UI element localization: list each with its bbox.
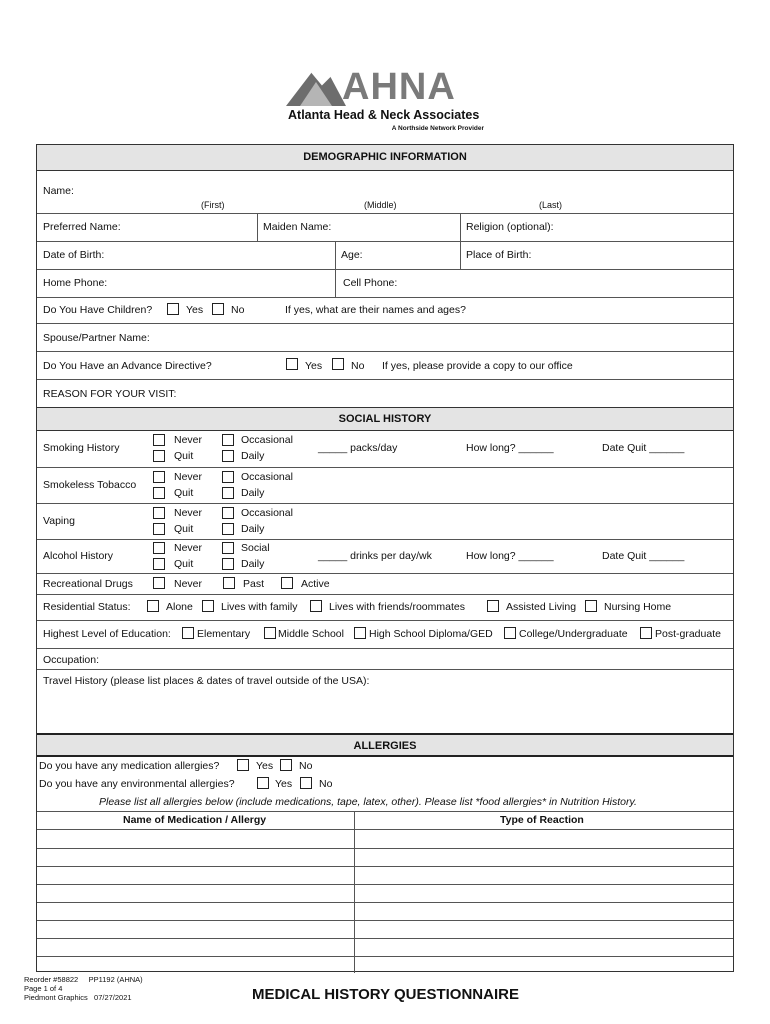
smokeless-occasional-label: Occasional	[241, 471, 293, 483]
vaping-quit-label: Quit	[174, 523, 194, 535]
medication-allergy-question: Do you have any medication allergies?	[39, 760, 220, 772]
education-elementary-checkbox[interactable]	[182, 627, 194, 639]
smokeless-quit-checkbox[interactable]	[153, 487, 165, 499]
column-divider	[354, 811, 355, 973]
divider	[335, 269, 336, 297]
med-allergy-no-checkbox[interactable]	[280, 759, 292, 771]
education-middle-checkbox[interactable]	[264, 627, 276, 639]
last-name-caption: (Last)	[539, 200, 563, 210]
travel-history-field[interactable]: Travel History (please list places & dates of travel outside of the USA):	[43, 675, 370, 687]
cell-phone-field[interactable]: Cell Phone:	[343, 277, 398, 289]
advance-directive-yes-label: Yes	[305, 360, 323, 372]
middle-name-caption: (Middle)	[364, 200, 397, 210]
footer-info	[24, 975, 143, 1002]
smoking-how-long-field[interactable]: How long? ______	[466, 442, 554, 454]
smoking-quit-label: Quit	[174, 450, 194, 462]
table-row[interactable]	[37, 920, 733, 921]
vaping-occasional-checkbox[interactable]	[222, 507, 234, 519]
drugs-past-checkbox[interactable]	[223, 577, 235, 589]
drugs-past-label: Past	[243, 578, 265, 590]
allergy-name-column-header: Name of Medication / Allergy	[123, 814, 267, 826]
drugs-active-label: Active	[301, 578, 330, 590]
divider	[37, 351, 733, 352]
allergies-header: ALLERGIES	[37, 733, 733, 757]
drinks-per-day-field[interactable]: _____ drinks per day/wk	[318, 550, 432, 562]
smokeless-tobacco-label: Smokeless Tobacco	[43, 479, 137, 491]
footer-printer: Piedmont Graphics 07/27/2021	[24, 993, 132, 1002]
vaping-occasional-label: Occasional	[241, 507, 293, 519]
alcohol-daily-checkbox[interactable]	[222, 558, 234, 570]
residential-family-checkbox[interactable]	[202, 600, 214, 612]
vaping-never-checkbox[interactable]	[153, 507, 165, 519]
footer-page: Page 1 of 4	[24, 984, 63, 993]
footer-reorder: Reorder #58822 PP1192 (AHNA)	[24, 975, 143, 984]
table-row[interactable]	[37, 938, 733, 939]
vaping-never-label: Never	[174, 507, 203, 519]
preferred-name-field[interactable]: Preferred Name:	[43, 221, 121, 233]
spouse-field[interactable]: Spouse/Partner Name:	[43, 332, 150, 344]
divider	[37, 297, 733, 298]
table-row[interactable]	[37, 956, 733, 957]
smoking-history-label: Smoking History	[43, 442, 120, 454]
advance-directive-yes-checkbox[interactable]	[286, 358, 298, 370]
religion-field[interactable]: Religion (optional):	[466, 221, 554, 233]
residential-alone-checkbox[interactable]	[147, 600, 159, 612]
vaping-label: Vaping	[43, 515, 75, 527]
place-of-birth-field[interactable]: Place of Birth:	[466, 249, 532, 261]
social-history-header: SOCIAL HISTORY	[37, 407, 733, 431]
vaping-quit-checkbox[interactable]	[153, 523, 165, 535]
recreational-drugs-label: Recreational Drugs	[43, 578, 133, 590]
alcohol-how-long-field[interactable]: How long? ______	[466, 550, 554, 562]
smokeless-never-checkbox[interactable]	[153, 471, 165, 483]
smoking-daily-label: Daily	[241, 450, 265, 462]
document-title: MEDICAL HISTORY QUESTIONNAIRE	[252, 986, 519, 1003]
residential-option: Lives with family	[221, 601, 298, 613]
children-followup: If yes, what are their names and ages?	[285, 304, 466, 316]
alcohol-date-quit-field[interactable]: Date Quit ______	[602, 550, 685, 562]
environmental-allergy-question: Do you have any environmental allergies?	[39, 778, 235, 790]
divider	[37, 213, 733, 214]
demographic-header: DEMOGRAPHIC INFORMATION	[37, 145, 733, 171]
divider	[37, 503, 733, 504]
smoking-never-checkbox[interactable]	[153, 434, 165, 446]
advance-directive-followup: If yes, please provide a copy to our office	[382, 360, 573, 372]
smokeless-quit-label: Quit	[174, 487, 194, 499]
education-option: Post-graduate	[655, 628, 721, 640]
divider	[37, 241, 733, 242]
divider	[37, 467, 733, 468]
med-allergy-yes-label: Yes	[256, 760, 274, 772]
smoking-quit-checkbox[interactable]	[153, 450, 165, 462]
children-no-checkbox[interactable]	[212, 303, 224, 315]
divider	[37, 594, 733, 595]
alcohol-quit-label: Quit	[174, 558, 194, 570]
smoking-occasional-checkbox[interactable]	[222, 434, 234, 446]
logo-brand-text: AHNA	[342, 66, 456, 108]
smokeless-occasional-checkbox[interactable]	[222, 471, 234, 483]
occupation-field[interactable]: Occupation:	[43, 654, 100, 666]
residential-option: Nursing Home	[604, 601, 672, 613]
smokeless-never-label: Never	[174, 471, 203, 483]
divider	[37, 573, 733, 574]
allergy-instruction: Please list all allergies below (include medications, tape, latex, other). Please list *food allergies* in Nutrition History.	[99, 796, 637, 808]
education-option: High School Diploma/GED	[369, 628, 493, 640]
dob-field[interactable]: Date of Birth:	[43, 249, 105, 261]
advance-directive-no-checkbox[interactable]	[332, 358, 344, 370]
children-yes-label: Yes	[186, 304, 204, 316]
alcohol-social-label: Social	[241, 542, 270, 554]
table-row[interactable]	[37, 902, 733, 903]
residential-status-label: Residential Status:	[43, 601, 131, 613]
children-yes-checkbox[interactable]	[167, 303, 179, 315]
drugs-active-checkbox[interactable]	[281, 577, 293, 589]
divider	[37, 648, 733, 649]
divider	[257, 213, 258, 241]
education-highschool-checkbox[interactable]	[354, 627, 366, 639]
alcohol-never-label: Never	[174, 542, 203, 554]
residential-option: Assisted Living	[506, 601, 577, 613]
vaping-daily-label: Daily	[241, 523, 265, 535]
divider	[37, 539, 733, 540]
questionnaire-form	[36, 144, 734, 972]
table-row[interactable]	[37, 866, 733, 867]
alcohol-history-label: Alcohol History	[43, 550, 114, 562]
maiden-name-field[interactable]: Maiden Name:	[263, 221, 332, 233]
reaction-column-header: Type of Reaction	[500, 814, 584, 826]
vaping-daily-checkbox[interactable]	[222, 523, 234, 535]
logo-org-name: Atlanta Head & Neck Associates	[288, 108, 480, 122]
divider	[37, 379, 733, 380]
drugs-never-checkbox[interactable]	[153, 577, 165, 589]
med-allergy-yes-checkbox[interactable]	[237, 759, 249, 771]
divider	[37, 669, 733, 670]
alcohol-daily-label: Daily	[241, 558, 265, 570]
reason-for-visit-field[interactable]: REASON FOR YOUR VISIT:	[43, 388, 177, 400]
mountain-logo-icon	[286, 66, 346, 106]
divider	[37, 323, 733, 324]
divider	[37, 811, 733, 812]
education-college-checkbox[interactable]	[504, 627, 516, 639]
packs-per-day-field[interactable]: _____ packs/day	[318, 442, 398, 454]
alcohol-social-checkbox[interactable]	[222, 542, 234, 554]
residential-option: Alone	[166, 601, 193, 613]
children-no-label: No	[231, 304, 245, 316]
env-allergy-no-label: No	[319, 778, 333, 790]
table-row	[37, 829, 733, 830]
divider	[37, 269, 733, 270]
residential-nursing-checkbox[interactable]	[585, 600, 597, 612]
env-allergy-no-checkbox[interactable]	[300, 777, 312, 789]
advance-directive-no-label: No	[351, 360, 365, 372]
residential-roommates-checkbox[interactable]	[310, 600, 322, 612]
drugs-never-label: Never	[174, 578, 203, 590]
env-allergy-yes-checkbox[interactable]	[257, 777, 269, 789]
smoking-occasional-label: Occasional	[241, 434, 293, 446]
table-row[interactable]	[37, 884, 733, 885]
smoking-daily-checkbox[interactable]	[222, 450, 234, 462]
name-label: Name:	[43, 185, 74, 197]
alcohol-never-checkbox[interactable]	[153, 542, 165, 554]
age-field[interactable]: Age:	[341, 249, 363, 261]
children-question: Do You Have Children?	[43, 304, 153, 316]
divider	[460, 241, 461, 269]
smoking-date-quit-field[interactable]: Date Quit ______	[602, 442, 685, 454]
education-label: Highest Level of Education:	[43, 628, 171, 640]
divider	[335, 241, 336, 269]
residential-assisted-checkbox[interactable]	[487, 600, 499, 612]
logo-tagline: A Northside Network Provider	[391, 125, 484, 132]
education-postgrad-checkbox[interactable]	[640, 627, 652, 639]
med-allergy-no-label: No	[299, 760, 313, 772]
alcohol-quit-checkbox[interactable]	[153, 558, 165, 570]
env-allergy-yes-label: Yes	[275, 778, 293, 790]
divider	[37, 620, 733, 621]
table-row[interactable]	[37, 848, 733, 849]
divider	[460, 213, 461, 241]
home-phone-field[interactable]: Home Phone:	[43, 277, 108, 289]
smokeless-daily-label: Daily	[241, 487, 265, 499]
advance-directive-question: Do You Have an Advance Directive?	[43, 360, 212, 372]
first-name-caption: (First)	[201, 200, 225, 210]
education-option: College/Undergraduate	[519, 628, 628, 640]
education-option: Middle School	[278, 628, 344, 640]
education-option: Elementary	[197, 628, 251, 640]
smoking-never-label: Never	[174, 434, 203, 446]
smokeless-daily-checkbox[interactable]	[222, 487, 234, 499]
ahna-logo	[286, 62, 496, 134]
residential-option: Lives with friends/roommates	[329, 601, 465, 613]
